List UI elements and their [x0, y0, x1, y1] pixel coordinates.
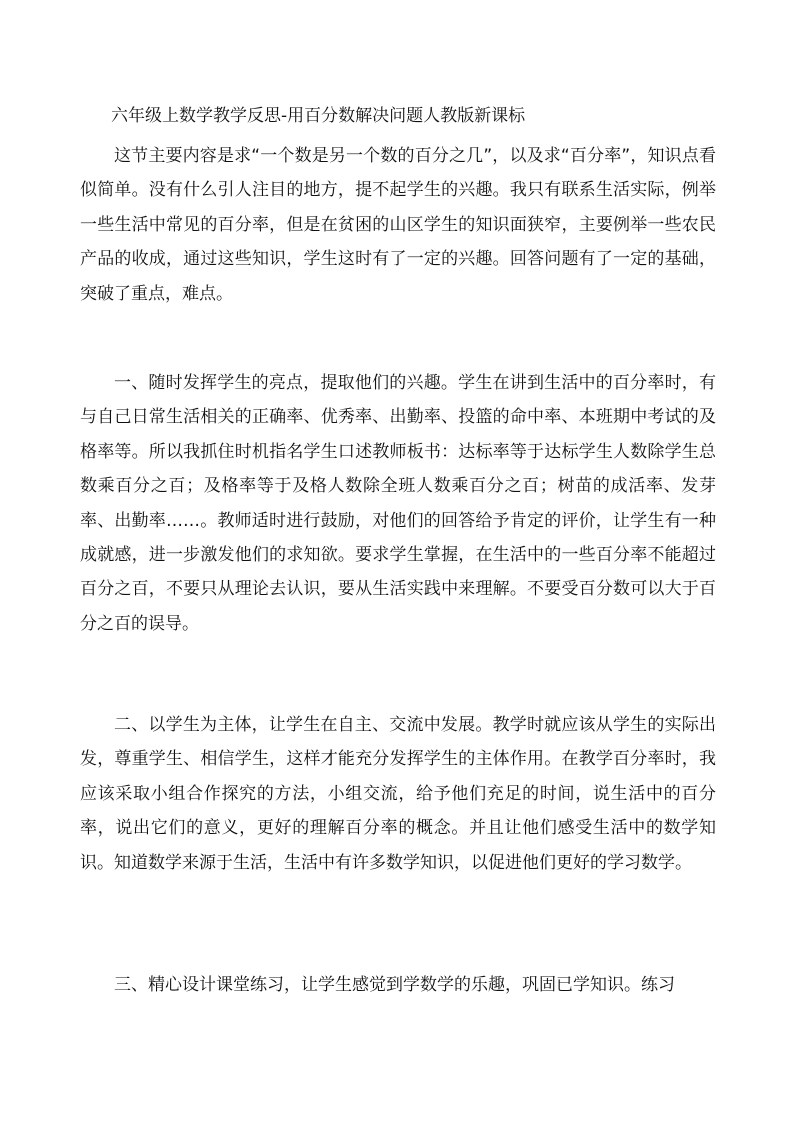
paragraph-point-three: 三、精心设计课堂练习，让学生感觉到学数学的乐趣，巩固已学知识。练习 [114, 975, 675, 995]
document-title: 六年级上数学教学反思-用百分数解决问题人教版新课标 [111, 106, 526, 126]
paragraph-point-one: 一、随时发挥学生的亮点，提取他们的兴趣。学生在讲到生活中的百分率时，有与自己日常生活相关的正确率、优秀率、出勤率、投篮的命中率、本班期中考试的及格率等。所以我抓住时机指名学生口述教师板书：达标率等于达标学生人数除学生总数乘百分之百；及格率等于及格人数除全班人数乘百分之百；树苗的成活率、发芽率、出勤率……。教师适时进行鼓励，对他们的回答给予肯定的评价，让学生有一种成就感，进一步激发他们的求知欲。要求学生掌握，在生活中的一些百分率不能超过百分之百，不要只从理论去认识，要从生活实践中来理解。不要受百分数可以大于百分之百的误导。 [80, 373, 716, 634]
paragraph-point-two: 二、以学生为主体，让学生在自主、交流中发展。教学时就应该从学生的实际出发，尊重学生、相信学生，这样才能充分发挥学生的主体作用。在教学百分率时，我应该采取小组合作探究的方法，小组交流，给予他们充足的时间，说生活中的百分率，说出它们的意义，更好的理解百分率的概念。并且让他们感受生活中的数学知识。知道数学来源于生活，生活中有许多数学知识，以促进他们更好的学习数学。 [80, 715, 716, 873]
paragraph-intro: 这节主要内容是求“一个数是另一个数的百分之几”，以及求“百分率”，知识点看似简单。没有什么引人注目的地方，提不起学生的兴趣。我只有联系生活实际，例举一些生活中常见的百分率，但是在贫困的山区学生的知识面狭窄，主要例举一些农民产品的收成，通过这些知识，学生这时有了一定的兴趣。回答问题有了一定的基础，突破了重点，难点。 [80, 146, 716, 304]
